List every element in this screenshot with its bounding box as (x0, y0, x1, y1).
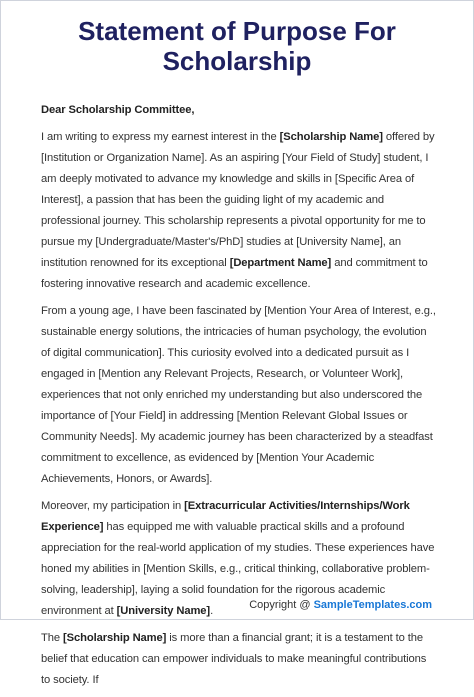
title-line-1: Statement of Purpose For (78, 16, 396, 46)
paragraph-1: I am writing to express my earnest interest in the [Scholarship Name] offered by [Institution or Organization Name]. As an aspiring [Your Field of Study] student, I am deeply motivated to advance my knowledge and skills in [Specific Area of Interest], a passion that has been the guiding light of my academic and professional journey. This scholarship represents a pivotal opportunity for me to pursue my [Undergraduate/Master's/PhD] studies at [University Name], an institution renowned for its exceptional [Department Name] and commitment to fostering innovative research and academic excellence. (41, 131, 435, 290)
title-line-2: Scholarship (162, 46, 312, 76)
paragraph-2: From a young age, I have been fascinated by [Mention Your Area of Interest, e.g., sustainable energy solutions, the intricacies of human psychology, the evolution of digital communication]. This curiosity evolved into a dedicated pursuit as I engaged in [Mention any Relevant Projects, Research, or Volunteer Work], experiences that not only enriched my understanding but also underscored the importance of [Your Field] in addressing [Mention Relevant Global Issues or Community Needs]. My academic journey has been characterized by a steadfast commitment to excellence, as evidenced by [Mention Your Academic Achievements, Honors, or Awards]. (41, 305, 436, 485)
placeholder-scholarship-name: [Scholarship Name] (279, 131, 383, 143)
placeholder-department-name: [Department Name] (229, 257, 332, 269)
placeholder-scholarship-name-2: [Scholarship Name] (63, 632, 167, 644)
placeholder-university-name: [University Name] (116, 605, 211, 617)
paragraph-3: Moreover, my participation in [Extracurricular Activities/Internships/Work Experience] has equipped me with valuable practical skills and a profound appreciation for the real-world application of my studies. These experiences have honed my abilities in [Mention Skills, e.g., critical thinking, collaborative problem-solving, leadership], laying a solid foundation for the rigorous academic environment at [University Name]. (41, 500, 435, 617)
footer-copyright (249, 598, 432, 612)
page-title (0, 16, 474, 76)
copyright-text: Copyright @ (249, 599, 314, 611)
site-link[interactable]: SampleTemplates.com (313, 599, 432, 611)
placeholder-extracurricular: [Extracurricular Activities/Internships/Work Experience] (41, 500, 410, 533)
paragraph-4: The [Scholarship Name] is more than a financial grant; it is a testament to the belief that education can empower individuals to make meaningful contributions to society. If (41, 632, 427, 686)
salutation: Dear Scholarship Committee, (41, 104, 195, 116)
